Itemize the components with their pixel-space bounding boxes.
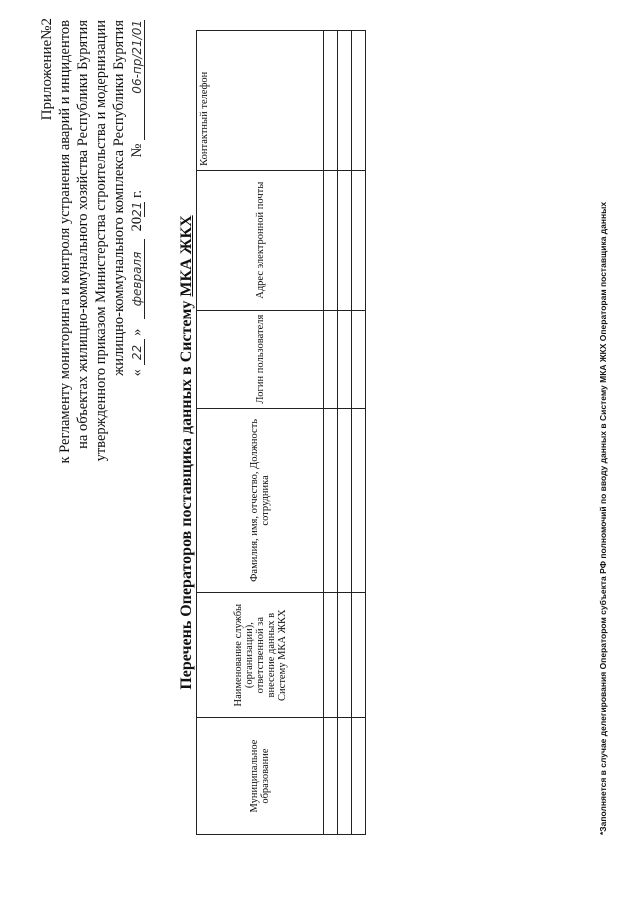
table-cell[interactable] bbox=[352, 718, 366, 835]
number-label: № bbox=[129, 143, 145, 158]
header-line-1: к Регламенту мониторинга и контроля устранения аварий и инцидентов bbox=[57, 20, 73, 464]
table-cell[interactable] bbox=[338, 593, 352, 718]
table-cell[interactable] bbox=[338, 310, 352, 408]
table-row bbox=[338, 31, 352, 835]
table-cell[interactable] bbox=[352, 310, 366, 408]
table-cell[interactable] bbox=[324, 718, 338, 835]
column-header: Контактный телефон bbox=[197, 31, 324, 171]
date-close-quote: » bbox=[129, 328, 145, 336]
appendix-title: Приложение№2 bbox=[39, 18, 55, 121]
number-line bbox=[128, 20, 146, 157]
table-cell[interactable] bbox=[324, 408, 338, 593]
column-header: Муниципальное образование bbox=[197, 718, 324, 835]
table-header-row bbox=[197, 31, 324, 835]
table-cell[interactable] bbox=[338, 31, 352, 171]
table-cell[interactable] bbox=[324, 170, 338, 310]
column-header: Адрес электронной почты bbox=[197, 170, 324, 310]
table-cell[interactable] bbox=[324, 31, 338, 171]
table-cell[interactable] bbox=[352, 170, 366, 310]
table-cell[interactable] bbox=[352, 31, 366, 171]
document-title bbox=[178, 0, 196, 905]
header-line-2: на объектах жилищно-коммунального хозяйства Республики Бурятия bbox=[75, 20, 91, 449]
column-header: Логин пользователя bbox=[197, 310, 324, 408]
column-header: Фамилия, имя, отчество, Должность сотрудника bbox=[197, 408, 324, 593]
table-cell[interactable] bbox=[338, 170, 352, 310]
date-year-prefix: 20 bbox=[129, 216, 145, 232]
footnote: *Заполняется в случае делегирования Оператором субъекта РФ полномочий по вводу данных в Систему МКА ЖКХ Операторам поставщика данных bbox=[598, 201, 608, 835]
document-title-text: Перечень Операторов поставщика данных в Систему bbox=[178, 296, 195, 690]
header-line-3: утвержденного приказом Министерства строительства и модернизации bbox=[93, 20, 109, 462]
date-line bbox=[128, 190, 146, 376]
table-cell[interactable] bbox=[324, 310, 338, 408]
table-cell[interactable] bbox=[338, 718, 352, 835]
handwritten-number: 06-пр/21/01 bbox=[130, 20, 145, 140]
handwritten-month: февраля bbox=[130, 239, 145, 319]
header-line-4: жилищно-коммунального комплекса Республики Бурятия bbox=[111, 20, 127, 376]
table-cell[interactable] bbox=[352, 408, 366, 593]
table-cell[interactable] bbox=[338, 408, 352, 593]
handwritten-year: 21 bbox=[130, 201, 144, 217]
operators-table bbox=[196, 30, 366, 835]
date-year-label: г. bbox=[129, 190, 145, 198]
document-title-system: МКА ЖКХ bbox=[178, 215, 195, 297]
table-row bbox=[352, 31, 366, 835]
column-header: Наименование службы (организации), ответственной за внесение данных в Систему МКА ЖКХ bbox=[197, 593, 324, 718]
table-cell[interactable] bbox=[352, 593, 366, 718]
table-row bbox=[324, 31, 338, 835]
handwritten-day: 22 bbox=[130, 339, 145, 365]
date-open-quote: « bbox=[129, 369, 145, 377]
table-cell[interactable] bbox=[324, 593, 338, 718]
